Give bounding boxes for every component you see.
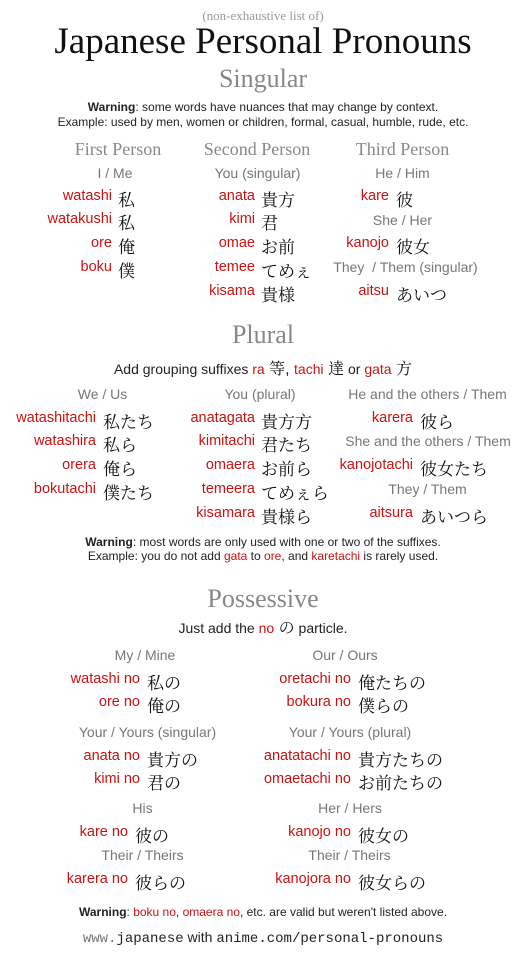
warning-text: : most words are only used with one or two of the suffixes. [132, 535, 441, 549]
romaji: karera [371, 410, 413, 426]
romaji: oretachi no [279, 671, 351, 687]
kanji: 貴方たちの [358, 751, 443, 770]
kanji: 貴様ら [261, 508, 312, 527]
section-heading-singular: Singular [218, 64, 308, 93]
romaji: anatagata [190, 410, 255, 426]
romaji: kisamara [196, 505, 255, 521]
romaji: kanojora no [275, 871, 351, 887]
kanji: 君たち [261, 436, 312, 455]
warning-label: Warning [78, 905, 127, 919]
kanji: 私ら [103, 436, 137, 455]
romaji: omaera [205, 457, 255, 473]
kanji: 私 [118, 191, 135, 210]
romaji: watashi no [70, 671, 140, 687]
romaji: temee [214, 259, 255, 275]
text: Example: you do not add [87, 549, 224, 563]
label-she-her: She / Her [372, 212, 433, 228]
text: , and [281, 549, 312, 563]
romaji: kisama [209, 283, 255, 299]
romaji: anata no [83, 748, 140, 764]
kanji: 貴方 [261, 191, 295, 210]
text: to [247, 549, 265, 563]
kanji: 俺 [118, 238, 135, 257]
plural-example [0, 549, 526, 563]
text: particle. [294, 620, 348, 636]
label-their-theirs: Their / Theirs [308, 847, 391, 863]
label-your-yours-singular: Your / Yours (singular) [78, 724, 217, 740]
text: is rarely used. [360, 549, 439, 563]
highlight: karetachi [311, 549, 361, 563]
column-header-second-person: Second Person [203, 139, 311, 159]
romaji: ore [91, 235, 112, 251]
kanji: お前ら [261, 460, 312, 479]
plural-warning [0, 535, 526, 549]
highlight: ore [264, 549, 282, 563]
label-her-hers: Her / Hers [318, 800, 382, 816]
romaji: kimi no [94, 771, 140, 787]
suffix-ra: ra [252, 361, 265, 377]
kanji: 方 [391, 361, 413, 378]
kanji: 貴方方 [261, 413, 312, 432]
url-part: japanese [116, 931, 184, 947]
kanji: 僕らの [358, 697, 409, 716]
kanji: 彼女 [396, 238, 430, 257]
kanji: 彼らの [135, 874, 186, 893]
warning-label: Warning [87, 100, 136, 114]
label-he-and-the-others: He and the others / Them [348, 386, 507, 402]
subtitle: (non-exhaustive list of) [202, 8, 324, 23]
romaji: watashi [62, 188, 112, 204]
possessive-intro [0, 615, 526, 638]
label-his: His [132, 800, 153, 816]
url-part: with [187, 929, 213, 945]
text: , [175, 905, 183, 919]
romaji: kimitachi [198, 433, 255, 449]
kanji: あいつら [420, 508, 488, 527]
kanji: 君の [147, 774, 181, 793]
romaji: watakushi [47, 211, 112, 227]
column-header-third-person: Third Person [355, 139, 450, 159]
suffix-gata: gata [364, 361, 392, 377]
kanji: てめぇ [261, 262, 312, 281]
kanji: 俺ら [103, 460, 137, 479]
label-you-plural: You (plural) [224, 386, 296, 402]
label-i-me: I / Me [97, 165, 133, 181]
kanji: お前たちの [358, 774, 443, 793]
url-part: www. [82, 931, 117, 947]
romaji: orera [62, 457, 96, 473]
romaji: bokura no [286, 694, 351, 710]
romaji: boku [80, 259, 112, 275]
text: Add grouping suffixes [113, 361, 253, 377]
plural-suffix-intro [0, 356, 526, 379]
warning-text: : some words have nuances that may change by context. [135, 100, 439, 114]
highlight: boku no [133, 905, 176, 919]
kanji: 彼の [135, 827, 169, 846]
romaji: kanojo no [288, 824, 351, 840]
label-they-them-singular: They / Them (singular) [333, 259, 478, 275]
romaji: kare no [79, 824, 128, 840]
text: or [344, 361, 365, 377]
label-you-singular: You (singular) [214, 165, 301, 181]
kanji: 俺の [147, 697, 181, 716]
kanji: 彼女らの [358, 874, 426, 893]
label-your-yours-plural: Your / Yours (plural) [288, 724, 412, 740]
section-heading-plural: Plural [231, 320, 295, 349]
romaji: anatatachi no [263, 748, 351, 764]
label-their-theirs: Their / Theirs [101, 847, 184, 863]
page-title: Japanese Personal Pronouns [54, 21, 472, 62]
romaji: ore no [98, 694, 140, 710]
kanji: 僕 [118, 262, 135, 281]
label-they-them: They / Them [388, 481, 467, 497]
romaji: kare [360, 188, 389, 204]
text: : [126, 905, 134, 919]
romaji: anata [218, 188, 255, 204]
kanji: 等, [264, 361, 295, 378]
possessive-warning [0, 905, 526, 919]
romaji: kanojotachi [339, 457, 413, 473]
label-my-mine: My / Mine [114, 647, 176, 663]
label-she-and-the-others: She and the others / Them [345, 433, 511, 449]
romaji: temeera [201, 481, 255, 497]
warning-label: Warning [85, 535, 133, 549]
kanji: 私 [118, 214, 135, 233]
kanji: 僕たち [103, 484, 154, 503]
romaji: watashitachi [16, 410, 96, 426]
suffix-tachi: tachi [294, 361, 324, 377]
kanji: 私たち [103, 413, 154, 432]
url-part: anime [216, 931, 259, 947]
kanji: 達 [323, 361, 345, 378]
kanji: 彼ら [420, 413, 454, 432]
singular-warning [0, 100, 526, 114]
url-part: .com/personal-pronouns [258, 931, 444, 947]
romaji: omae [218, 235, 255, 251]
romaji: kanojo [346, 235, 389, 251]
section-heading-possessive: Possessive [207, 584, 319, 613]
highlight: gata [223, 549, 248, 563]
singular-example: Example: used by men, women or children, formal, casual, humble, rude, etc. [57, 115, 469, 129]
text: , etc. are valid but weren't listed above. [239, 905, 448, 919]
label-he-him: He / Him [375, 165, 430, 181]
text: Just add the [178, 620, 259, 636]
kanji: 君 [261, 214, 278, 233]
label-we-us: We / Us [77, 386, 128, 402]
kanji: 彼 [396, 191, 413, 210]
highlight: omaera no [182, 905, 240, 919]
kanji: あいつ [396, 286, 447, 305]
romaji: watashira [33, 433, 96, 449]
label-our-ours: Our / Ours [312, 647, 378, 663]
footer-url[interactable] [0, 929, 526, 947]
romaji: aitsu [358, 283, 389, 299]
kanji: 私の [147, 674, 181, 693]
kanji: お前 [261, 238, 295, 257]
kanji: てめぇら [261, 484, 329, 503]
romaji: aitsura [369, 505, 413, 521]
kanji: 彼女たち [420, 460, 488, 479]
kanji: 貴様 [261, 286, 295, 305]
kanji: 彼女の [358, 827, 409, 846]
romaji: bokutachi [33, 481, 96, 497]
column-header-first-person: First Person [74, 139, 162, 159]
kanji: 貴方の [147, 751, 198, 770]
kanji: 俺たちの [358, 674, 426, 693]
particle-no: no [258, 620, 275, 636]
romaji: kimi [229, 211, 255, 227]
kana: の [274, 620, 295, 637]
romaji: karera no [66, 871, 128, 887]
romaji: omaetachi no [263, 771, 351, 787]
